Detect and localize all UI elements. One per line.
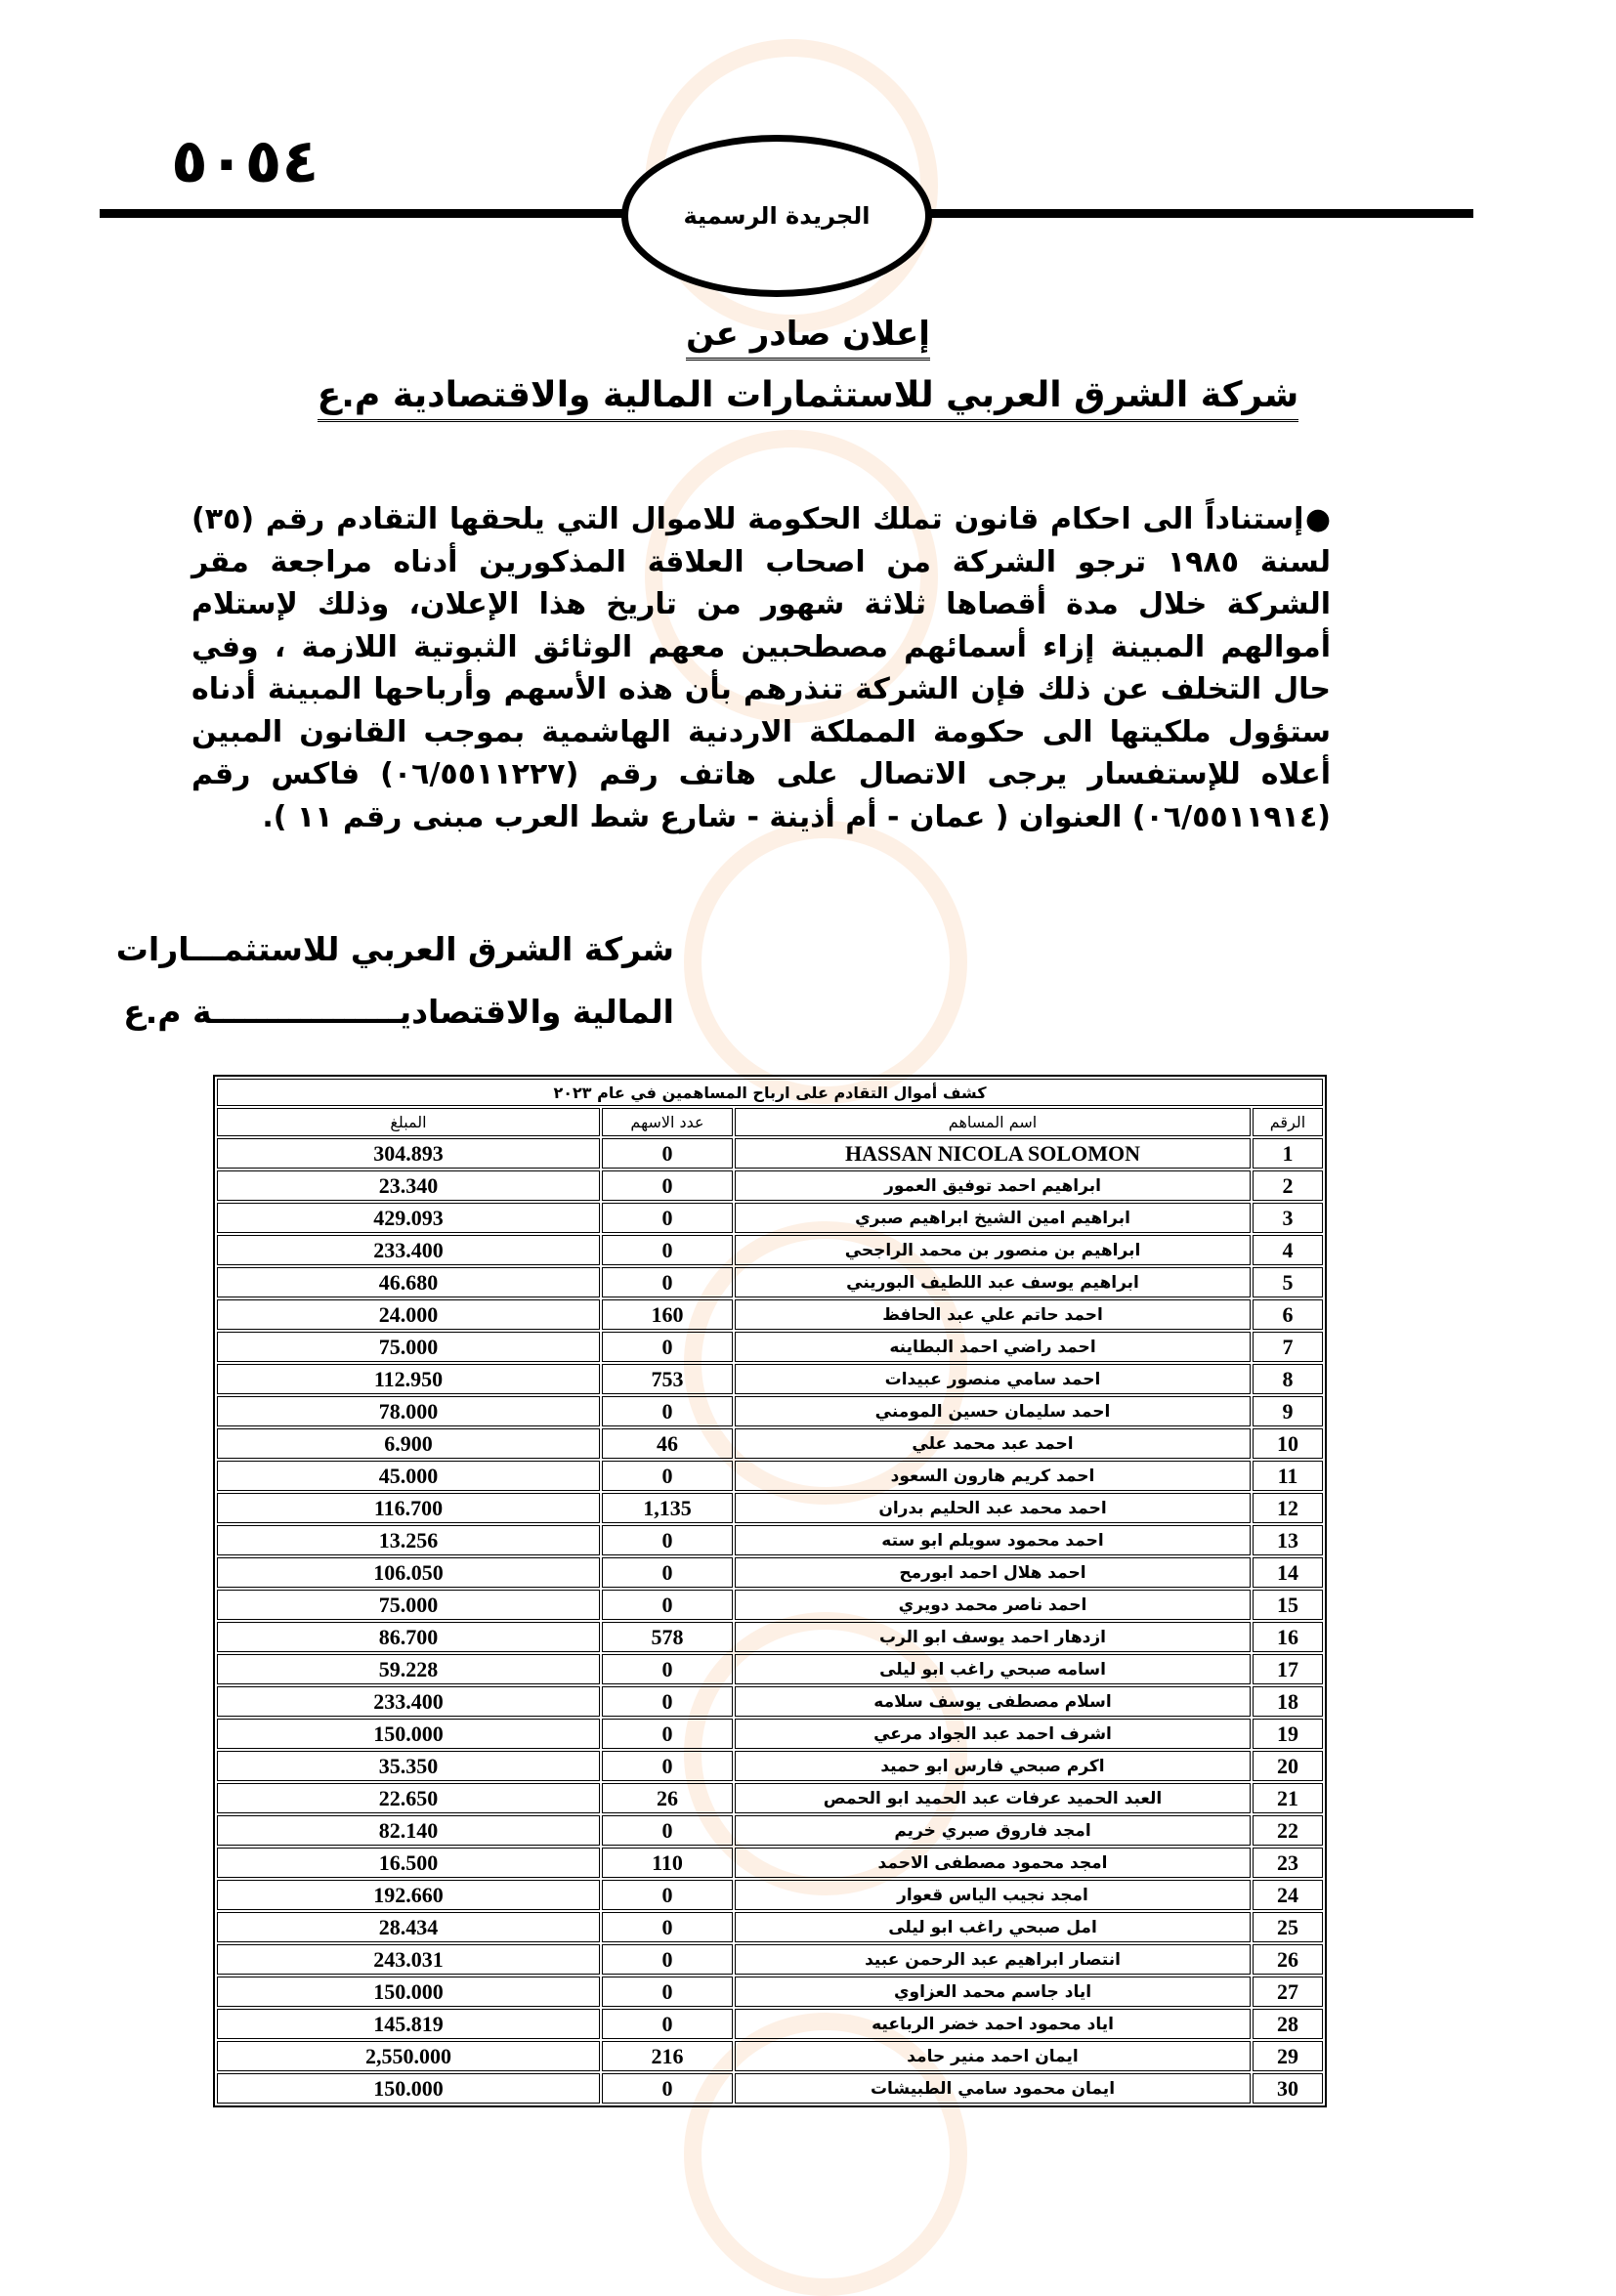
- shareholder-name: العبد الحميد عرفات عبد الحميد ابو الحمص: [735, 1783, 1251, 1813]
- col-name: اسم المساهم: [735, 1108, 1251, 1136]
- share-count: 0: [602, 1332, 733, 1362]
- table-row: [217, 1267, 1323, 1297]
- share-count: 1,135: [602, 1493, 733, 1523]
- row-number: 20: [1253, 1751, 1323, 1781]
- share-count: 0: [602, 1944, 733, 1975]
- shareholder-name: احمد عبد محمد علي: [735, 1428, 1251, 1459]
- table-row: [217, 1396, 1323, 1426]
- row-number: 25: [1253, 1912, 1323, 1942]
- amount: 24.000: [217, 1299, 600, 1330]
- share-count: 0: [602, 1719, 733, 1749]
- row-number: 19: [1253, 1719, 1323, 1749]
- row-number: 7: [1253, 1332, 1323, 1362]
- row-number: 24: [1253, 1880, 1323, 1910]
- row-number: 22: [1253, 1815, 1323, 1846]
- shareholder-name: اسامه صبحي راغب ابو ليلى: [735, 1654, 1251, 1684]
- share-count: 0: [602, 1557, 733, 1588]
- row-number: 12: [1253, 1493, 1323, 1523]
- table-row: [217, 1944, 1323, 1975]
- table-row: [217, 1590, 1323, 1620]
- shareholder-name: احمد محمد عبد الحليم بدران: [735, 1493, 1251, 1523]
- table-row: [217, 1493, 1323, 1523]
- row-number: 5: [1253, 1267, 1323, 1297]
- amount: 59.228: [217, 1654, 600, 1684]
- share-count: 0: [602, 1912, 733, 1942]
- share-count: 0: [602, 1880, 733, 1910]
- amount: 112.950: [217, 1364, 600, 1394]
- table-row: [217, 1815, 1323, 1846]
- share-count: 0: [602, 1590, 733, 1620]
- amount: 145.819: [217, 2009, 600, 2039]
- shareholder-name: احمد هلال احمد ابورمح: [735, 1557, 1251, 1588]
- row-number: 11: [1253, 1461, 1323, 1491]
- share-count: 753: [602, 1364, 733, 1394]
- share-count: 26: [602, 1783, 733, 1813]
- shareholder-name: امجد فاروق صبري خريم: [735, 1815, 1251, 1846]
- amount: 304.893: [217, 1138, 600, 1169]
- amount: 86.700: [217, 1622, 600, 1652]
- amount: 192.660: [217, 1880, 600, 1910]
- table-row: [217, 1557, 1323, 1588]
- shareholder-name: اسلام مصطفى يوسف سلامه: [735, 1686, 1251, 1717]
- shareholder-name: ابراهيم امين الشيخ ابراهيم صبري: [735, 1203, 1251, 1233]
- announcement-title: إعلان صادر عن: [0, 315, 1616, 354]
- row-number: 26: [1253, 1944, 1323, 1975]
- share-count: 0: [602, 1686, 733, 1717]
- table-row: [217, 1654, 1323, 1684]
- share-count: 110: [602, 1848, 733, 1878]
- share-count: 0: [602, 1815, 733, 1846]
- amount: 2,550.000: [217, 2041, 600, 2071]
- row-number: 29: [1253, 2041, 1323, 2071]
- row-number: 13: [1253, 1525, 1323, 1555]
- amount: 28.434: [217, 1912, 600, 1942]
- table-row: [217, 1138, 1323, 1169]
- row-number: 8: [1253, 1364, 1323, 1394]
- share-count: 0: [602, 1977, 733, 2007]
- row-number: 6: [1253, 1299, 1323, 1330]
- shareholder-name: امجد نجيب الياس قعوار: [735, 1880, 1251, 1910]
- shareholder-name: ايمان محمود سامي الطبيشات: [735, 2073, 1251, 2104]
- col-number: الرقم: [1253, 1108, 1323, 1136]
- row-number: 16: [1253, 1622, 1323, 1652]
- row-number: 3: [1253, 1203, 1323, 1233]
- company-line-2: المالية والاقتصاديـــــــــــــــــة م.ع: [123, 993, 674, 1031]
- row-number: 17: [1253, 1654, 1323, 1684]
- table-row: [217, 1719, 1323, 1749]
- amount: 13.256: [217, 1525, 600, 1555]
- amount: 150.000: [217, 1719, 600, 1749]
- row-number: 30: [1253, 2073, 1323, 2104]
- table-row: [217, 1622, 1323, 1652]
- amount: 46.680: [217, 1267, 600, 1297]
- amount: 35.350: [217, 1751, 600, 1781]
- amount: 75.000: [217, 1332, 600, 1362]
- shareholder-name: احمد كريم هارون السعود: [735, 1461, 1251, 1491]
- amount: 22.650: [217, 1783, 600, 1813]
- table-row: [217, 1428, 1323, 1459]
- share-count: 0: [602, 1170, 733, 1201]
- share-count: 216: [602, 2041, 733, 2071]
- table-row: [217, 1170, 1323, 1201]
- company-line-1: شركة الشرق العربي للاستثمـــارات: [115, 930, 674, 968]
- shareholder-name: احمد محمود سويلم ابو سته: [735, 1525, 1251, 1555]
- table-row: [217, 1525, 1323, 1555]
- table-caption: كشف أموال التقادم على ارباح المساهمين في عام ٢٠٢٣: [217, 1079, 1323, 1106]
- shareholder-name: اياد محمود احمد خضر الرباعيه: [735, 2009, 1251, 2039]
- share-count: 0: [602, 1203, 733, 1233]
- share-count: 0: [602, 2009, 733, 2039]
- amount: 6.900: [217, 1428, 600, 1459]
- share-count: 0: [602, 1461, 733, 1491]
- row-number: 15: [1253, 1590, 1323, 1620]
- amount: 233.400: [217, 1686, 600, 1717]
- shareholder-name: احمد راضي احمد البطاينه: [735, 1332, 1251, 1362]
- table-row: [217, 1332, 1323, 1362]
- amount: 150.000: [217, 1977, 600, 2007]
- shareholder-name: ايمان احمد منير حامد: [735, 2041, 1251, 2071]
- company-block: [59, 918, 674, 1075]
- col-amount: المبلغ: [217, 1108, 600, 1136]
- table-row: [217, 1364, 1323, 1394]
- content-flow: [0, 498, 1616, 2107]
- shareholder-name: اياد جاسم محمد العزاوي: [735, 1977, 1251, 2007]
- table-row: [217, 1461, 1323, 1491]
- amount: 116.700: [217, 1493, 600, 1523]
- page-number: ٥٠٥٤: [171, 125, 319, 196]
- table-row: [217, 2009, 1323, 2039]
- row-number: 21: [1253, 1783, 1323, 1813]
- amount: 429.093: [217, 1203, 600, 1233]
- share-count: 0: [602, 1138, 733, 1169]
- share-count: 0: [602, 1751, 733, 1781]
- share-count: 0: [602, 1267, 733, 1297]
- shareholder-name: اشرف احمد عبد الجواد مرعي: [735, 1719, 1251, 1749]
- amount: 150.000: [217, 2073, 600, 2104]
- row-number: 28: [1253, 2009, 1323, 2039]
- announcement-body: ●إستناداً الى احكام قانون تملك الحكومة للاموال التي يلحقها التقادم رقم (٣٥) لسنة ١٩٨٥ ترجو الشركة من اصحاب العلاقة المذكورين أدناه مراجعة مقر الشركة خلال مدة أقصاها ثلاثة شهور من تاريخ هذا الإعلان، وذلك لإستلام أموالهم المبينة إزاء أسمائهم مصطحبين معهم الوثائق الثبوتية اللازمة ، وفي حال التخلف عن ذلك فإن الشركة تنذرهم بأن هذه الأسهم وأرباحها المبينة أدناه ستؤول ملكيتها الى حكومة المملكة الاردنية الهاشمية بموجب القانون المبين أعلاه للإستفسار يرجى الاتصال على هاتف رقم (٠٦/٥٥١١٢٢٧) فاكس رقم (٠٦/٥٥١١٩١٤) العنوان ( عمان - أم أذينة - شارع شط العرب مبنى رقم ١١ ).: [191, 502, 1331, 834]
- table-row: [217, 1299, 1323, 1330]
- share-count: 46: [602, 1428, 733, 1459]
- amount: 243.031: [217, 1944, 600, 1975]
- table-row: [217, 1880, 1323, 1910]
- shareholder-name: احمد سليمان حسين المومني: [735, 1396, 1251, 1426]
- table-row: [217, 2041, 1323, 2071]
- gazette-name-oval: [621, 135, 932, 297]
- share-count: 0: [602, 1235, 733, 1265]
- row-number: 2: [1253, 1170, 1323, 1201]
- row-number: 14: [1253, 1557, 1323, 1588]
- shareholder-name: امل صبحي راغب ابو ليلى: [735, 1912, 1251, 1942]
- amount: 106.050: [217, 1557, 600, 1588]
- table-row: [217, 1235, 1323, 1265]
- amount: 82.140: [217, 1815, 600, 1846]
- row-number: 4: [1253, 1235, 1323, 1265]
- table-row: [217, 2073, 1323, 2104]
- shareholder-name: انتصار ابراهيم عبد الرحمن عبيد: [735, 1944, 1251, 1975]
- shareholder-name: احمد ناصر محمد دويري: [735, 1590, 1251, 1620]
- table-row: [217, 1977, 1323, 2007]
- table-row: [217, 1751, 1323, 1781]
- row-number: 23: [1253, 1848, 1323, 1878]
- table-row: [217, 1783, 1323, 1813]
- share-count: 0: [602, 2073, 733, 2104]
- table-row: [217, 1686, 1323, 1717]
- announcement-company: شركة الشرق العربي للاستثمارات المالية والاقتصادية م.ع: [0, 375, 1616, 415]
- row-number: 9: [1253, 1396, 1323, 1426]
- shareholder-name: احمد سامي منصور عبيدات: [735, 1364, 1251, 1394]
- shareholder-name: امجد محمود مصطفى الاحمد: [735, 1848, 1251, 1878]
- shareholder-name: ابراهيم يوسف عبد اللطيف البوريني: [735, 1267, 1251, 1297]
- table-row: [217, 1912, 1323, 1942]
- shareholder-name: ابراهيم بن منصور بن محمد الراجحي: [735, 1235, 1251, 1265]
- amount: 233.400: [217, 1235, 600, 1265]
- amount: 16.500: [217, 1848, 600, 1878]
- shareholder-name: احمد حاتم علي عبد الحافظ: [735, 1299, 1251, 1330]
- row-number: 1: [1253, 1138, 1323, 1169]
- shareholder-name: HASSAN NICOLA SOLOMON: [735, 1138, 1251, 1169]
- row-number: 10: [1253, 1428, 1323, 1459]
- share-count: 0: [602, 1654, 733, 1684]
- shareholder-name: اكرم صبحي فارس ابو حميد: [735, 1751, 1251, 1781]
- shareholder-name: ازدهار احمد يوسف ابو الرب: [735, 1622, 1251, 1652]
- amount: 23.340: [217, 1170, 600, 1201]
- col-shares: عدد الاسهم: [602, 1108, 733, 1136]
- amount: 78.000: [217, 1396, 600, 1426]
- shareholder-name: ابراهيم احمد توفيق العمور: [735, 1170, 1251, 1201]
- amount: 45.000: [217, 1461, 600, 1491]
- gazette-name: الجريدة الرسمية: [683, 202, 871, 230]
- amount: 75.000: [217, 1590, 600, 1620]
- share-count: 0: [602, 1525, 733, 1555]
- table-row: [217, 1848, 1323, 1878]
- share-count: 0: [602, 1396, 733, 1426]
- table-row: [217, 1203, 1323, 1233]
- row-number: 18: [1253, 1686, 1323, 1717]
- share-count: 578: [602, 1622, 733, 1652]
- share-count: 160: [602, 1299, 733, 1330]
- row-number: 27: [1253, 1977, 1323, 2007]
- shareholders-table: [213, 1075, 1327, 2107]
